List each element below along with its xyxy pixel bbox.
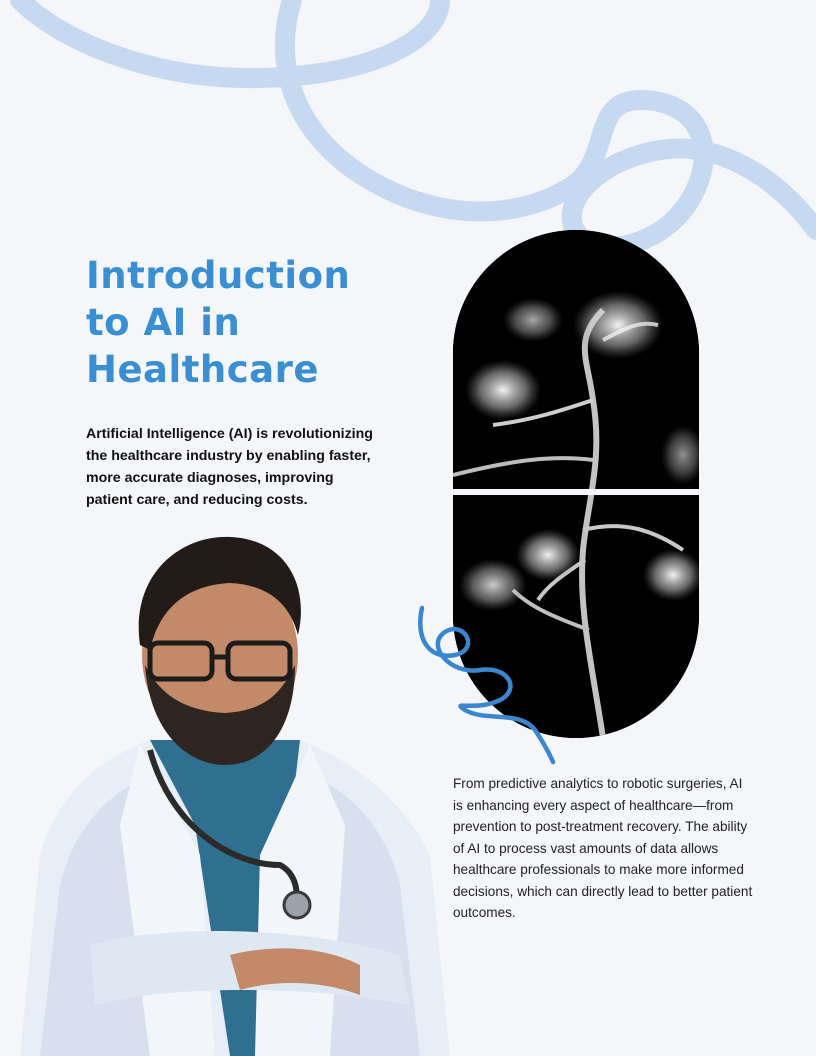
doctor-portrait-image [0,525,460,1056]
title-line: to AI in [86,301,241,344]
page-title [86,252,386,393]
intro-paragraph: Artificial Intelligence (AI) is revolutionizing the healthcare industry by enabling faster, more accurate diagnoses, improving patient care, and reducing costs. [86,426,373,508]
title-line: Introduction [86,254,351,297]
image-divider [453,489,699,495]
title-line: Healthcare [86,348,319,391]
body-paragraph: From predictive analytics to robotic surgeries, AI is enhancing every aspect of healthcare—from prevention to post-treatment recovery. The ability of AI to process vast amounts of data allows healthcare professionals to make more informed decisions, which can directly lead to better patient outcomes. [453,776,753,920]
